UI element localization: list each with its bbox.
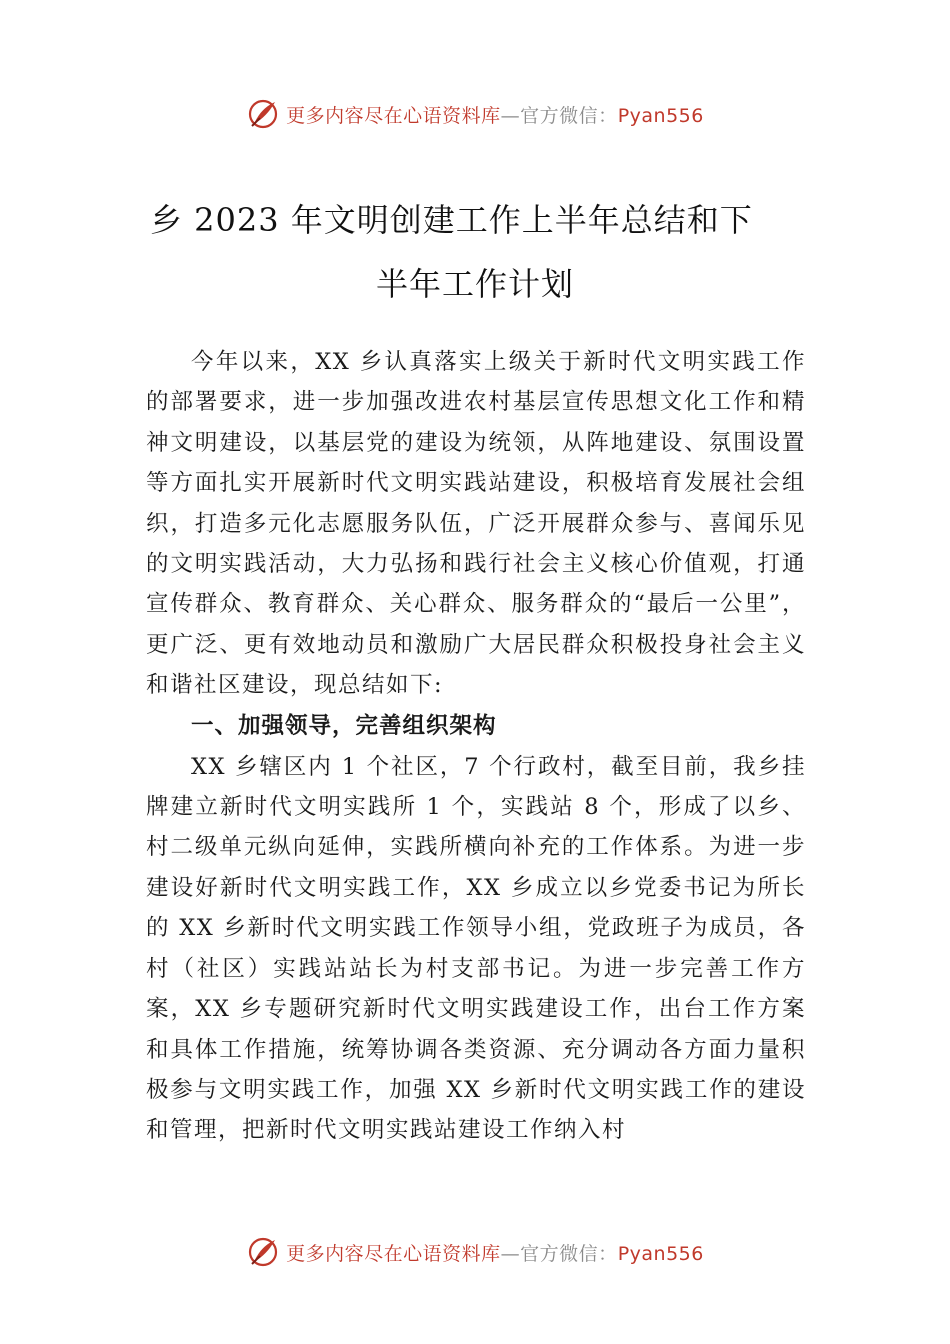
section-1-heading: 一、加强领导，完善组织架构	[191, 712, 497, 739]
header-banner	[0, 94, 950, 134]
wechat-label: 官方微信：	[520, 1242, 618, 1265]
banner-dash: —	[500, 1242, 521, 1265]
banner-dash: —	[500, 104, 521, 127]
wechat-account: Pyan556	[617, 1242, 704, 1265]
banner-text	[286, 101, 704, 128]
title-line-2: 半年工作计划	[375, 265, 574, 303]
banner-text	[286, 1239, 704, 1266]
document-body	[146, 342, 806, 1151]
title-line-1: 乡 2023 年文明创建工作上半年总结和下	[150, 201, 753, 239]
brand-name: 更多内容尽在心语资料库	[286, 104, 501, 127]
feather-quill-logo-icon	[246, 97, 280, 131]
document-title	[130, 188, 820, 316]
wechat-account: Pyan556	[617, 104, 704, 127]
wechat-label: 官方微信：	[520, 104, 618, 127]
section-1-paragraph: XX 乡辖区内 1 个社区，7 个行政村，截至目前，我乡挂牌建立新时代文明实践所 1 个，实践站 8 个，形成了以乡、村二级单元纵向延伸，实践所横向补充的工作体系。为进一步建设好新时代文明实践工作，XX 乡成立以乡党委书记为所长的 XX 乡新时代文明实践工作领导小组，党政班子为成员，各村（社区）实践站站长为村支部书记。为进一步完善工作方案，XX 乡专题研究新时代文明实践建设工作，出台工作方案和具体工作措施，统筹协调各类资源、充分调动各方面力量积极参与文明实践工作，加强 XX 乡新时代文明实践工作的建设和管理，把新时代文明实践站建设工作纳入村	[146, 753, 806, 1144]
feather-quill-logo-icon	[246, 1235, 280, 1269]
footer-banner	[0, 1232, 950, 1272]
brand-name: 更多内容尽在心语资料库	[286, 1242, 501, 1265]
intro-paragraph: 今年以来，XX 乡认真落实上级关于新时代文明实践工作的部署要求，进一步加强改进农村基层宣传思想文化工作和精神文明建设，以基层党的建设为统领，从阵地建设、氛围设置等方面扎实开展新时代文明实践站建设，积极培育发展社会组织，打造多元化志愿服务队伍，广泛开展群众参与、喜闻乐见的文明实践活动，大力弘扬和践行社会主义核心价值观，打通宣传群众、教育群众、关心群众、服务群众的“最后一公里”，更广泛、更有效地动员和激励广大居民群众积极投身社会主义和谐社区建设，现总结如下:	[146, 349, 806, 699]
